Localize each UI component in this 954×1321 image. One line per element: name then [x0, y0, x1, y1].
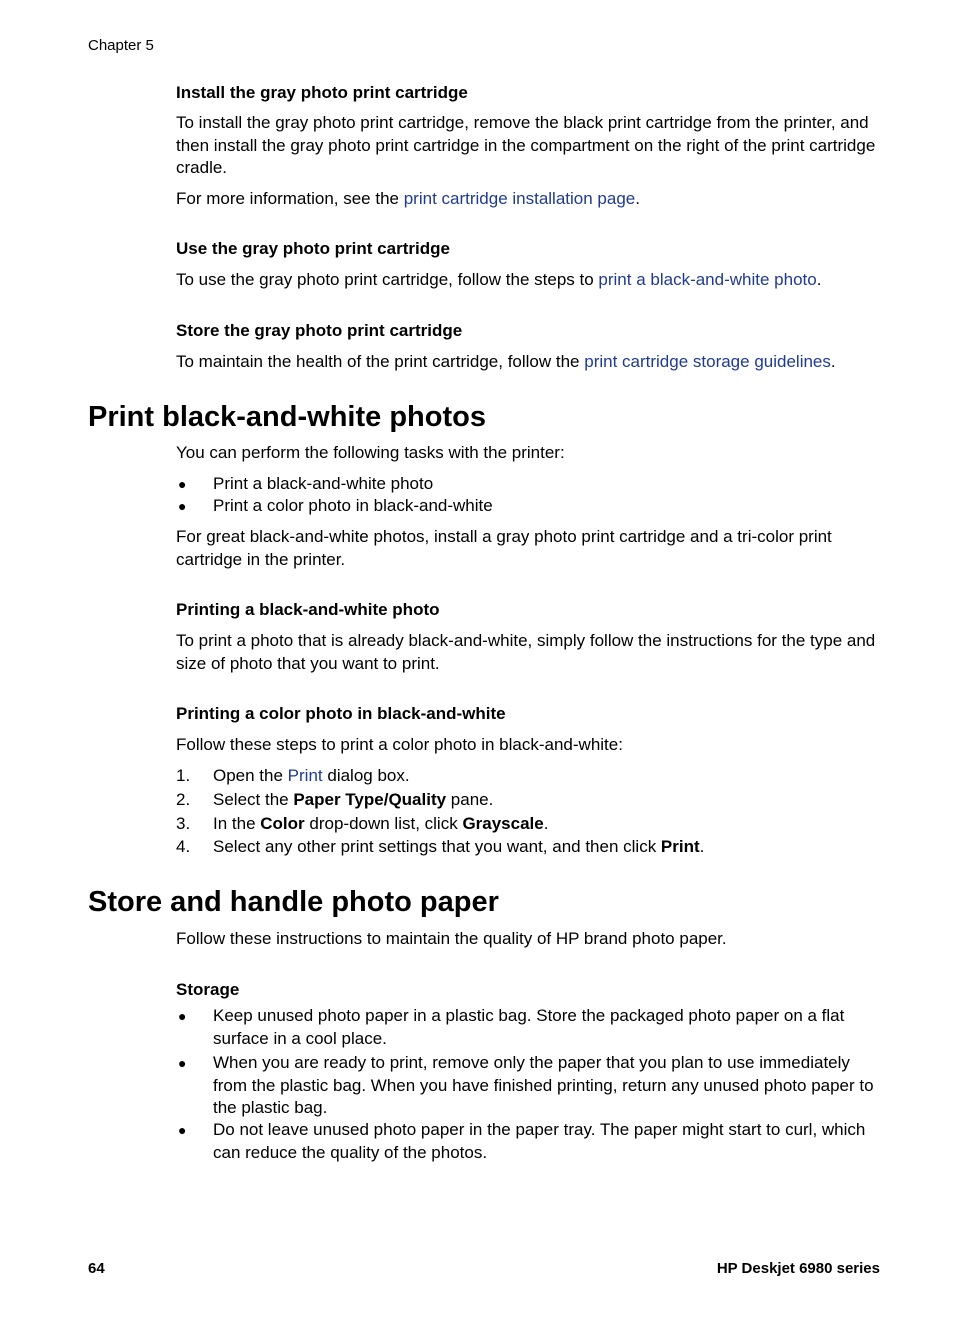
- step-text-part: Select any other print settings that you want, and then click: [213, 837, 661, 856]
- printing-color-intro: Follow these steps to print a color photo in black-and-white:: [176, 735, 623, 754]
- product-name: HP Deskjet 6980 series: [716, 1260, 880, 1277]
- use-paragraph-end: .: [816, 270, 822, 289]
- print-bw-photo-link[interactable]: print a black-and-white photo: [598, 270, 817, 289]
- step-2: [176, 789, 882, 812]
- install-more-info: [176, 188, 882, 211]
- printing-color-title: Printing a color photo in black-and-white: [176, 704, 506, 723]
- step-number: 1.: [176, 766, 191, 785]
- use-title: Use the gray photo print cartridge: [176, 239, 450, 258]
- bullet-icon: ●: [178, 1008, 187, 1024]
- step-text-part: Select the: [213, 790, 294, 809]
- bullet-icon: ●: [178, 476, 187, 492]
- list-item: [176, 1005, 882, 1050]
- install-more-info-end: .: [635, 189, 640, 208]
- step-text-part: drop-down list, click: [304, 814, 463, 833]
- step-text-part: .: [543, 814, 549, 833]
- step-text-bold: Paper Type/Quality: [293, 790, 447, 809]
- bullet-icon: ●: [178, 1122, 187, 1138]
- install-more-info-text: For more information, see the: [176, 189, 404, 208]
- step-number: 4.: [176, 837, 191, 856]
- storage-guidelines-link[interactable]: print cartridge storage guidelines: [584, 352, 831, 371]
- list-item-text: Print a color photo in black-and-white: [213, 496, 493, 515]
- bw-heading: Print black-and-white photos: [88, 401, 486, 433]
- step-number: 3.: [176, 814, 191, 833]
- step-text-bold: Print: [660, 837, 700, 856]
- list-item-text: Do not leave unused photo paper in the paper tray. The paper might start to curl, which can reduce the quality of the photos.: [213, 1120, 866, 1162]
- step-3: [176, 813, 882, 836]
- list-item-text: Print a black-and-white photo: [213, 474, 434, 493]
- step-text-part: pane.: [446, 790, 494, 809]
- list-item: [176, 1052, 882, 1120]
- install-paragraph: To install the gray photo print cartridge, remove the black print cartridge from the printer, and then install the gray photo print cartridge in the compartment on the right of the print cartridge cradle.: [176, 113, 876, 177]
- install-title: Install the gray photo print cartridge: [176, 83, 468, 102]
- bullet-icon: ●: [178, 1055, 187, 1071]
- step-4: [176, 836, 882, 859]
- store-title: Store the gray photo print cartridge: [176, 321, 463, 340]
- list-item-text: Keep unused photo paper in a plastic bag. Store the packaged photo paper on a flat surface in a cool place.: [213, 1006, 845, 1048]
- step-text-part: .: [699, 837, 705, 856]
- step-1: [176, 765, 882, 788]
- page-number: 64: [88, 1260, 105, 1277]
- step-text: [213, 813, 882, 836]
- step-text-part: In the: [213, 814, 261, 833]
- list-item: [176, 473, 882, 496]
- step-text-part: dialog box.: [322, 766, 410, 785]
- store-paragraph: [176, 351, 882, 374]
- paper-heading: Store and handle photo paper: [88, 886, 499, 918]
- bullet-icon: ●: [178, 498, 187, 514]
- storage-title: Storage: [176, 980, 240, 999]
- step-text-part: Open the: [213, 766, 288, 785]
- printing-bw-paragraph: To print a photo that is already black-and-white, simply follow the instructions for the type and size of photo that you want to print.: [176, 631, 876, 673]
- list-item: [176, 1119, 882, 1164]
- install-page-link[interactable]: print cartridge installation page: [403, 189, 636, 208]
- step-text-bold: Color: [260, 814, 305, 833]
- chapter-label: Chapter 5: [88, 37, 154, 54]
- list-item-text: When you are ready to print, remove only the paper that you plan to use immediately from the plastic bag. When you have finished printing, return any unused photo paper to the plastic bag.: [213, 1053, 874, 1117]
- step-text: [213, 789, 882, 812]
- step-text: [213, 765, 882, 788]
- bw-great-paragraph: For great black-and-white photos, install a gray photo print cartridge and a tri-color print cartridge in the printer.: [176, 527, 832, 569]
- step-text: [213, 836, 882, 859]
- store-paragraph-text: To maintain the health of the print cartridge, follow the: [176, 352, 585, 371]
- use-paragraph: [176, 269, 882, 292]
- use-paragraph-text: To use the gray photo print cartridge, follow the steps to: [176, 270, 599, 289]
- list-item: [176, 495, 882, 518]
- printing-bw-title: Printing a black-and-white photo: [176, 600, 440, 619]
- paper-intro: Follow these instructions to maintain the quality of HP brand photo paper.: [176, 929, 727, 948]
- print-dialog-link[interactable]: Print: [287, 766, 323, 785]
- step-text-bold: Grayscale: [462, 814, 544, 833]
- store-paragraph-end: .: [830, 352, 836, 371]
- step-number: 2.: [176, 790, 191, 809]
- bw-intro: You can perform the following tasks with the printer:: [176, 443, 565, 462]
